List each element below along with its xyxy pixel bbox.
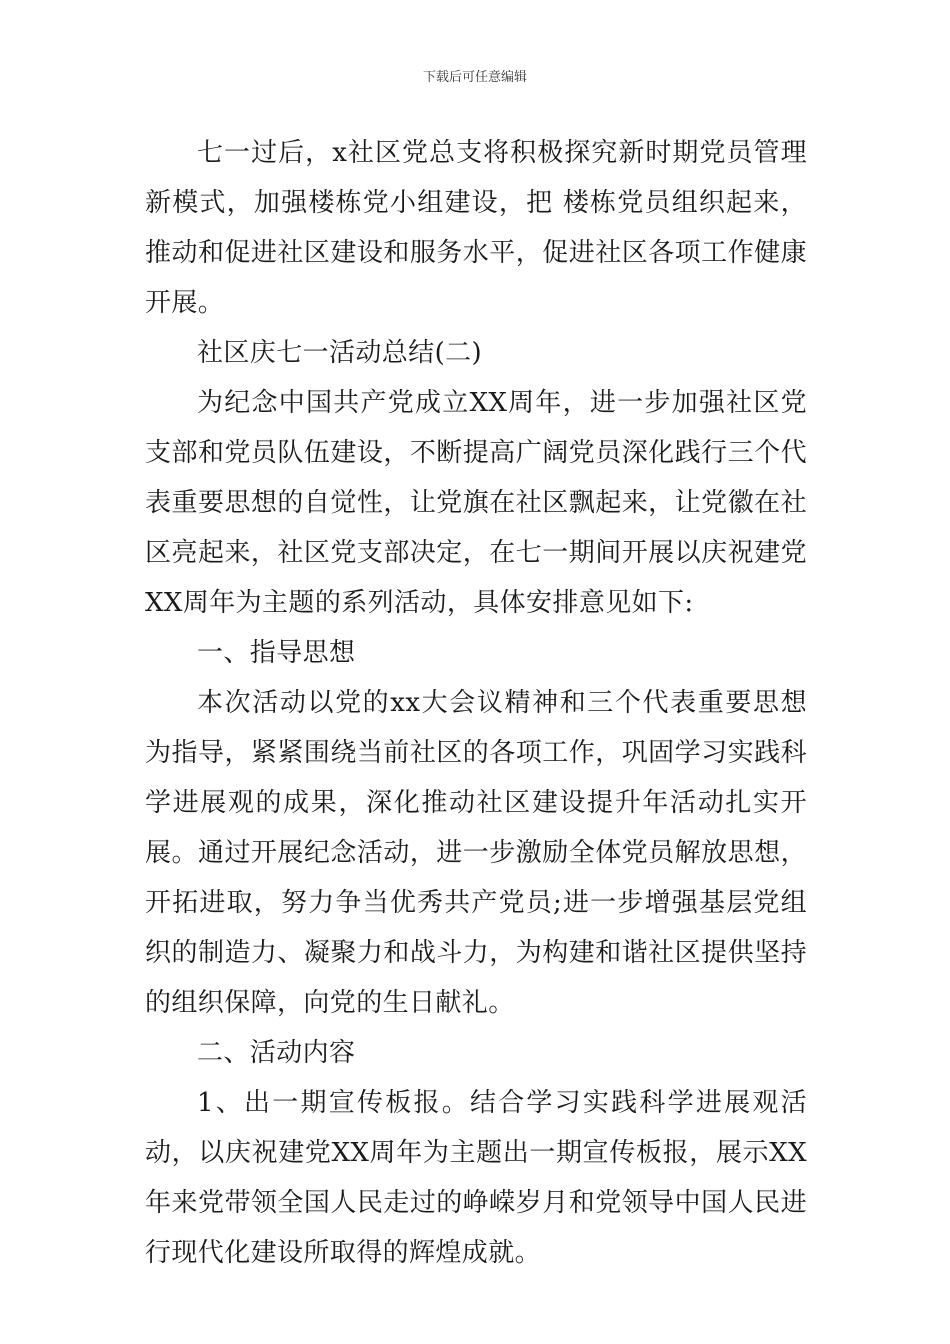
document-body [145, 128, 807, 1278]
section-title: 社区庆七一活动总结(二) [197, 338, 483, 368]
paragraph-intro: 为纪念中国共产党成立XX周年，进一步加强社区党支部和党员队伍建设，不断提高广阔党员深化践行三个代表重要思想的自觉性，让党旗在社区飘起来，让党徽在社区亮起来，社区党支部决定，在七一期间开展以庆祝建党XX周年为主题的系列活动，具体安排意见如下: [145, 388, 807, 618]
heading-guiding-thought: 一、指导思想 [197, 638, 356, 668]
heading-activity-content: 二、活动内容 [197, 1038, 356, 1068]
paragraph-activity-1: 1、出一期宣传板报。结合学习实践科学进展观活动，以庆祝建党XX周年为主题出一期宣传板报，展示XX年来党带领全国人民走过的峥嵘岁月和党领导中国人民进行现代化建设所取得的辉煌成就。 [145, 1088, 807, 1268]
page-header: 下载后可任意编辑 [422, 70, 527, 85]
paragraph-conclusion: 七一过后，x社区党总支将积极探究新时期党员管理新模式，加强楼栋党小组建设，把 楼栋党员组织起来，推动和促进社区建设和服务水平，促进社区各项工作健康开展。 [145, 138, 807, 318]
paragraph-guiding-thought: 本次活动以党的xx大会议精神和三个代表重要思想为指导，紧紧围绕当前社区的各项工作，巩固学习实践科学进展观的成果，深化推动社区建设提升年活动扎实开展。通过开展纪念活动，进一步激励全体党员解放思想，开拓进取，努力争当优秀共产党员;进一步增强基层党组织的制造力、凝聚力和战斗力，为构建和谐社区提供坚持的组织保障，向党的生日献礼。 [145, 688, 807, 1018]
